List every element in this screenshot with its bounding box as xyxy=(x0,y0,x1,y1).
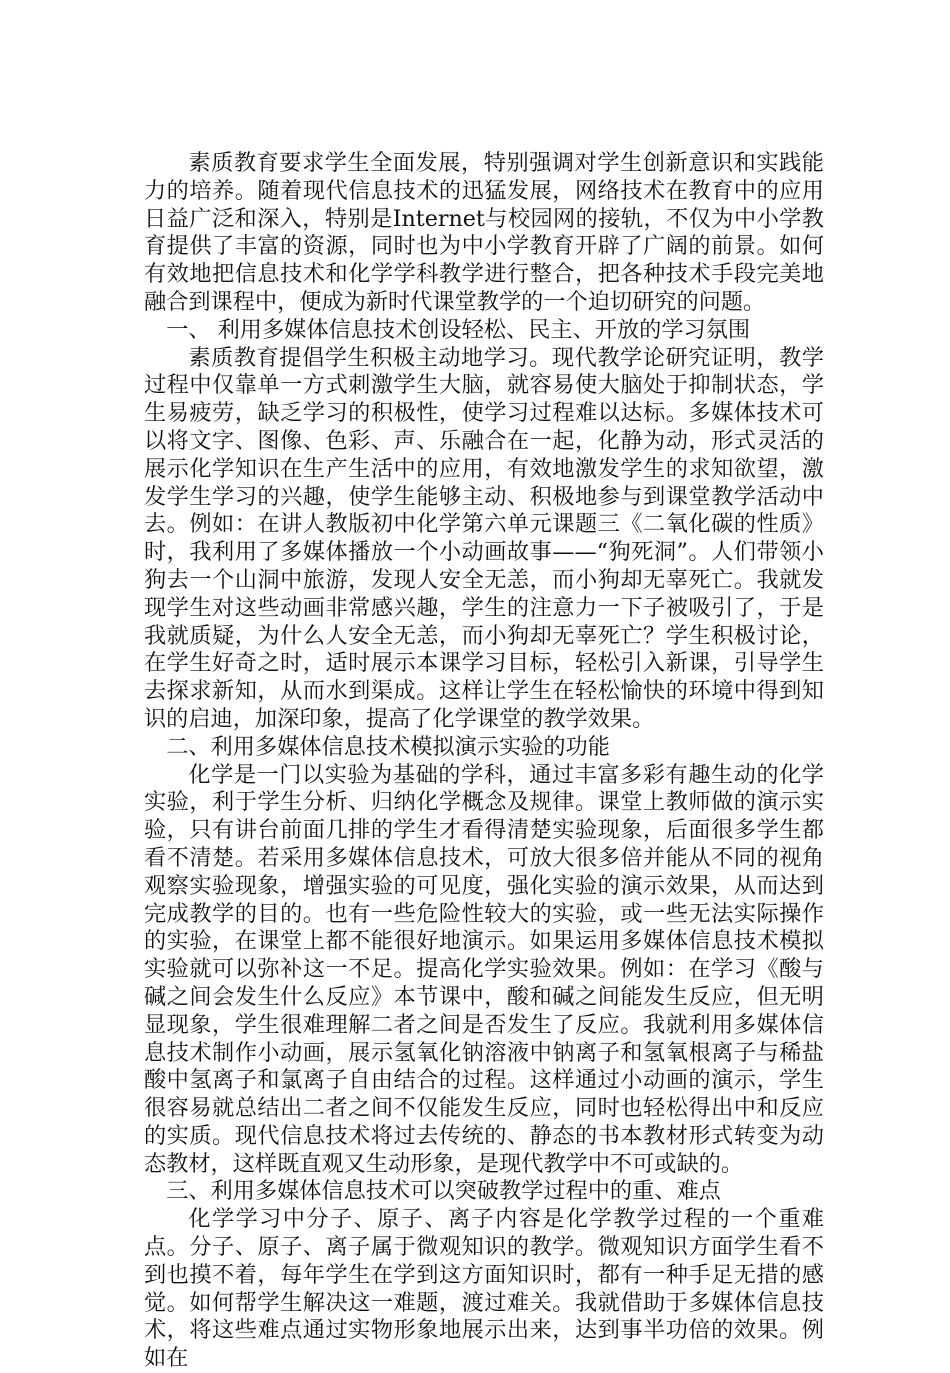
document-body xyxy=(144,150,824,1373)
section-heading-1: 一、 利用多媒体信息技术创设轻松、民主、开放的学习氛围 xyxy=(166,316,751,343)
section-heading-2: 二、利用多媒体信息技术模拟演示实验的功能 xyxy=(166,733,610,760)
section-heading-3: 三、利用多媒体信息技术可以突破教学过程中的重、难点 xyxy=(166,1178,721,1205)
intro-paragraph: 素质教育要求学生全面发展，特别强调对学生创新意识和实践能力的培养。随着现代信息技术的迅猛发展，网络技术在教育中的应用日益广泛和深入，特别是Internet与校园网的接轨，不仅为中小学教育提供了丰富的资源，同时也为中小学教育开辟了广阔的前景。如何有效地把信息技术和化学学科教学进行整合，把各种技术手段完美地融合到课程中，便成为新时代课堂教学的一个迫切研究的问题。 xyxy=(144,150,824,315)
section-1-paragraph: 素质教育提倡学生积极主动地学习。现代教学论研究证明，教学过程中仅靠单一方式刺激学生大脑，就容易使大脑处于抑制状态，学生易疲劳，缺乏学习的积极性，使学习过程难以达标。多媒体技术可以将文字、图像、色彩、声、乐融合在一起，化静为动，形式灵活的展示化学知识在生产生活中的应用，有效地激发学生的求知欲望，激发学生学习的兴趣，使学生能够主动、积极地参与到课堂教学活动中去。例如：在讲人教版初中化学第六单元课题三《二氧化碳的性质》时，我利用了多媒体播放一个小动画故事——“狗死洞”。人们带领小狗去一个山洞中旅游，发现人安全无恙，而小狗却无辜死亡。我就发现学生对这些动画非常感兴趣，学生的注意力一下子被吸引了，于是我就质疑，为什么人安全无恙，而小狗却无辜死亡？学生积极讨论，在学生好奇之时，适时展示本课学习目标，轻松引入新课，引导学生去探求新知，从而水到渠成。这样让学生在轻松愉快的环境中得到知识的启迪，加深印象，提高了化学课堂的教学效果。 xyxy=(144,344,824,732)
section-3-paragraph: 化学学习中分子、原子、离子内容是化学教学过程的一个重难点。分子、原子、离子属于微观知识的教学。微观知识方面学生看不到也摸不着，每年学生在学到这方面知识时，都有一种手足无措的感觉。如何帮学生解决这一难题，渡过难关。我就借助于多媒体信息技术，将这些难点通过实物形象地展示出来，达到事半功倍的效果。例如在 xyxy=(144,1206,824,1372)
section-2-paragraph: 化学是一门以实验为基础的学科，通过丰富多彩有趣生动的化学实验，利于学生分析、归纳化学概念及规律。课堂上教师做的演示实验，只有讲台前面几排的学生才看得清楚实验现象，后面很多学生都看不清楚。若采用多媒体信息技术，可放大很多倍并能从不同的视角观察实验现象，增强实验的可见度，强化实验的演示效果，从而达到完成教学的目的。也有一些危险性较大的实验，或一些无法实际操作的实验，在课堂上都不能很好地演示。如果运用多媒体信息技术模拟实验就可以弥补这一不足。提高化学实验效果。例如：在学习《酸与碱之间会发生什么反应》本节课中，酸和碱之间能发生反应，但无明显现象，学生很难理解二者之间是否发生了反应。我就利用多媒体信息技术制作小动画，展示氢氧化钠溶液中钠离子和氢氧根离子与稀盐酸中氢离子和氯离子自由结合的过程。这样通过小动画的演示，学生很容易就总结出二者之间不仅能发生反应，同时也轻松得出中和反应的实质。现代信息技术将过去传统的、静态的书本教材形式转变为动态教材，这样既直观又生动形象，是现代教学中不可或缺的。 xyxy=(144,761,824,1177)
